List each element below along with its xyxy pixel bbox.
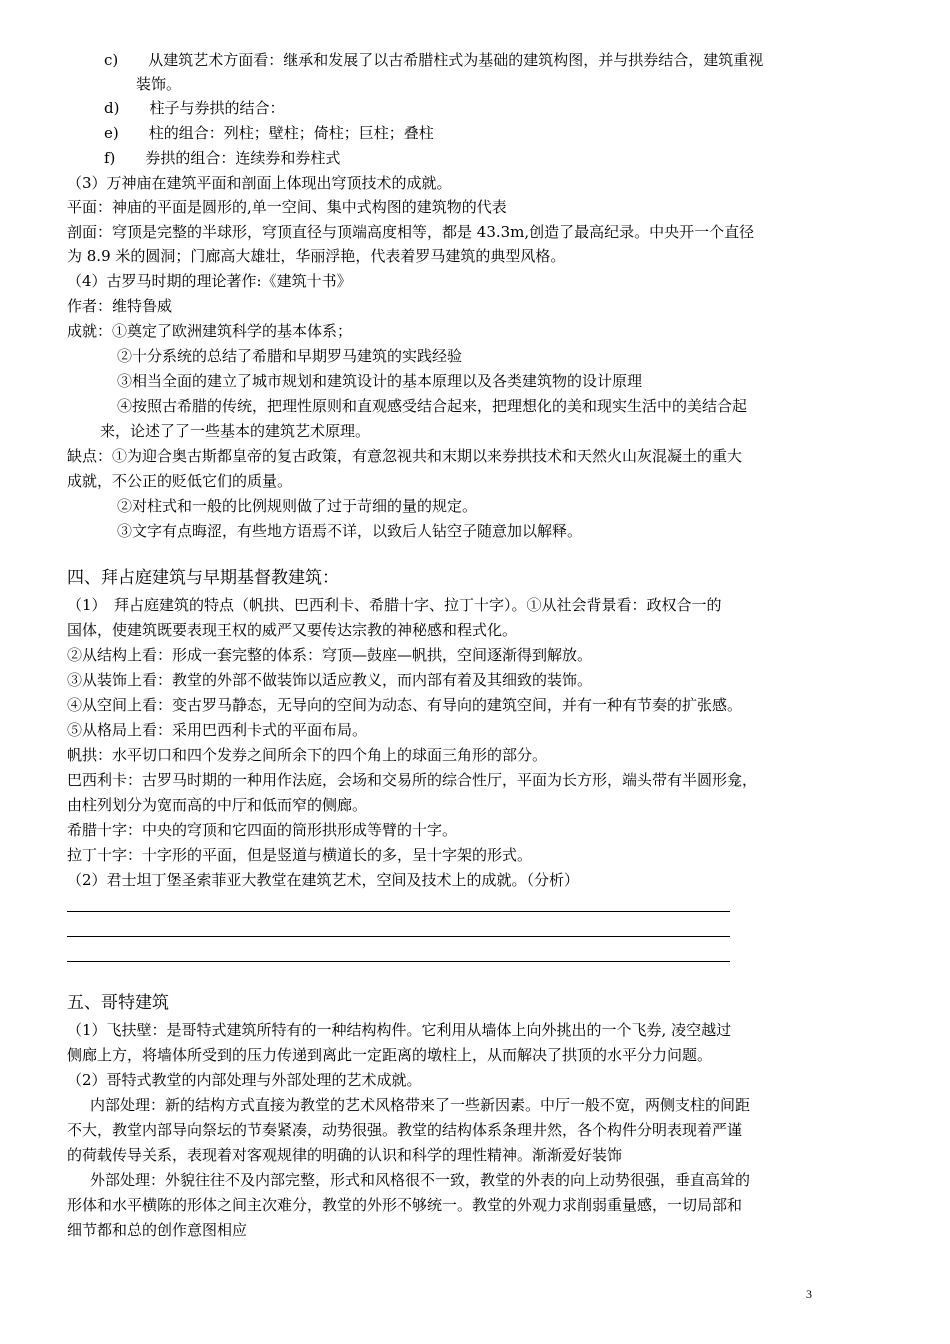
text-line: ④按照古希腊的传统，把理性原则和直观感受结合起来，把理想化的美和现实生活中的美结合起 — [117, 397, 748, 415]
text-line: 帆拱：水平切口和四个发券之间所余下的四个角上的球面三角形的部分。 — [67, 746, 548, 764]
text-line: 成就，不公正的贬低它们的质量。 — [67, 472, 293, 490]
text-line: 细节都和总的创作意图相应 — [67, 1221, 248, 1239]
text-line: 平面：神庙的平面是圆形的,单一空间、集中式构图的建筑物的代表 — [67, 198, 507, 216]
text-line: 形体和水平横陈的形体之间主次难分，教堂的外形不够统一。教堂的外观力求削弱重量感，一切局部和 — [67, 1196, 743, 1214]
text-line: （4）古罗马时期的理论著作:《建筑十书》 — [67, 272, 352, 290]
text-line: 拉丁十字：十字形的平面，但是竖道与横道长的多，呈十字架的形式。 — [67, 846, 533, 864]
text-line: 缺点：①为迎合奥古斯都皇帝的复古政策，有意忽视共和末期以来券拱技术和天然火山灰混凝土的重大 — [67, 447, 743, 465]
text-line: ②十分系统的总结了希腊和早期罗马建筑的实践经验 — [117, 347, 463, 365]
text-line: （1） 拜占庭建筑的特点（帆拱、巴西利卡、希腊十字、拉丁十字）。①从社会背景看：政权合一的 — [67, 596, 722, 614]
answer-line — [67, 936, 730, 937]
text-line: 来，论述了了一些基本的建筑艺术原理。 — [100, 422, 371, 440]
text-line: ⑤从格局上看：采用巴西利卡式的平面布局。 — [67, 721, 368, 739]
text-line: 的荷载传导关系，表现着对客观规律的明确的认识和科学的理性精神。渐渐爱好装饰 — [67, 1146, 623, 1164]
text-line: 国体，使建筑既要表现王权的威严又要传达宗教的神秘感和程式化。 — [67, 621, 518, 639]
text-line: 外部处理：外貌往往不及内部完整，形式和风格很不一致，教堂的外表的向上动势很强，垂直高耸的 — [90, 1171, 751, 1189]
text-line: d) 柱子与券拱的结合： — [104, 99, 285, 117]
text-line: ②对柱式和一般的比例规则做了过于苛细的量的规定。 — [117, 497, 478, 515]
text-line: ③文字有点晦涩，有些地方语焉不详，以致后人钻空子随意加以解释。 — [117, 522, 583, 540]
text-line: 希腊十字：中央的穹顶和它四面的筒形拱形成等臂的十字。 — [67, 821, 458, 839]
text-line: 成就：①奠定了欧洲建筑科学的基本体系； — [67, 322, 353, 340]
text-line: c) 从建筑艺术方面看：继承和发展了以古希腊柱式为基础的建筑构图，并与拱券结合，建筑重视 — [104, 51, 764, 69]
text-line: （2）君士坦丁堡圣索菲亚大教堂在建筑艺术，空间及技术上的成就。（分析） — [67, 871, 580, 889]
answer-line — [67, 911, 730, 912]
text-line: 作者：维特鲁威 — [67, 297, 173, 315]
text-line: 为 8.9 米的圆洞；门廊高大雄壮，华丽浮艳，代表着罗马建筑的典型风格。 — [67, 247, 566, 265]
text-line: 由柱列划分为宽而高的中厅和低而窄的侧廊。 — [67, 796, 368, 814]
section-heading: 五、哥特建筑 — [67, 993, 169, 1013]
section-heading: 四、拜占庭建筑与早期基督教建筑： — [67, 568, 339, 588]
text-line: ③从装饰上看：教堂的外部不做装饰以适应教义，而内部有着及其细致的装饰。 — [67, 671, 593, 689]
text-line: ④从空间上看：变古罗马静态，无导向的空间为动态、有导向的建筑空间，并有一种有节奏的扩张感。 — [67, 696, 743, 714]
text-line: 剖面：穹顶是完整的半球形，穹顶直径与顶端高度相等，都是 43.3m,创造了最高纪录。中央开一个直径 — [67, 223, 755, 241]
text-line: f) 券拱的组合：连续券和券柱式 — [104, 149, 341, 167]
text-line: e) 柱的组合：列柱；壁柱；倚柱；巨柱；叠柱 — [104, 124, 434, 142]
text-line: ②从结构上看：形成一套完整的体系：穹顶—鼓座—帆拱，空间逐渐得到解放。 — [67, 646, 593, 664]
text-line: 内部处理：新的结构方式直接为教堂的艺术风格带来了一些新因素。中厅一般不宽，两侧支柱的间距 — [90, 1096, 751, 1114]
text-line: （1）飞扶壁：是哥特式建筑所特有的一种结构构件。它利用从墙体上向外挑出的一个飞券, 凌空越过 — [67, 1021, 732, 1039]
text-line: （3）万神庙在建筑平面和剖面上体现出穹顶技术的成就。 — [67, 174, 452, 192]
text-line: （2）哥特式教堂的内部处理与外部处理的艺术成就。 — [67, 1071, 422, 1089]
text-line: ③相当全面的建立了城市规划和建筑设计的基本原理以及各类建筑物的设计原理 — [117, 372, 643, 390]
text-line: 不大，教堂内部导向祭坛的节奏紧凑，动势很强。教堂的结构体系条理井然，各个构件分明表现着严谨 — [67, 1121, 743, 1139]
answer-line — [67, 961, 730, 962]
text-line: 巴西利卡：古罗马时期的一种用作法庭，会场和交易所的综合性厅，平面为长方形，端头带有半圆形龛， — [67, 771, 758, 789]
text-line: 装饰。 — [136, 75, 182, 93]
text-line: 侧廊上方，将墙体所受到的压力传递到离此一定距离的墩柱上，从而解决了拱顶的水平分力问题。 — [67, 1046, 713, 1064]
page-number: 3 — [806, 1287, 812, 1301]
